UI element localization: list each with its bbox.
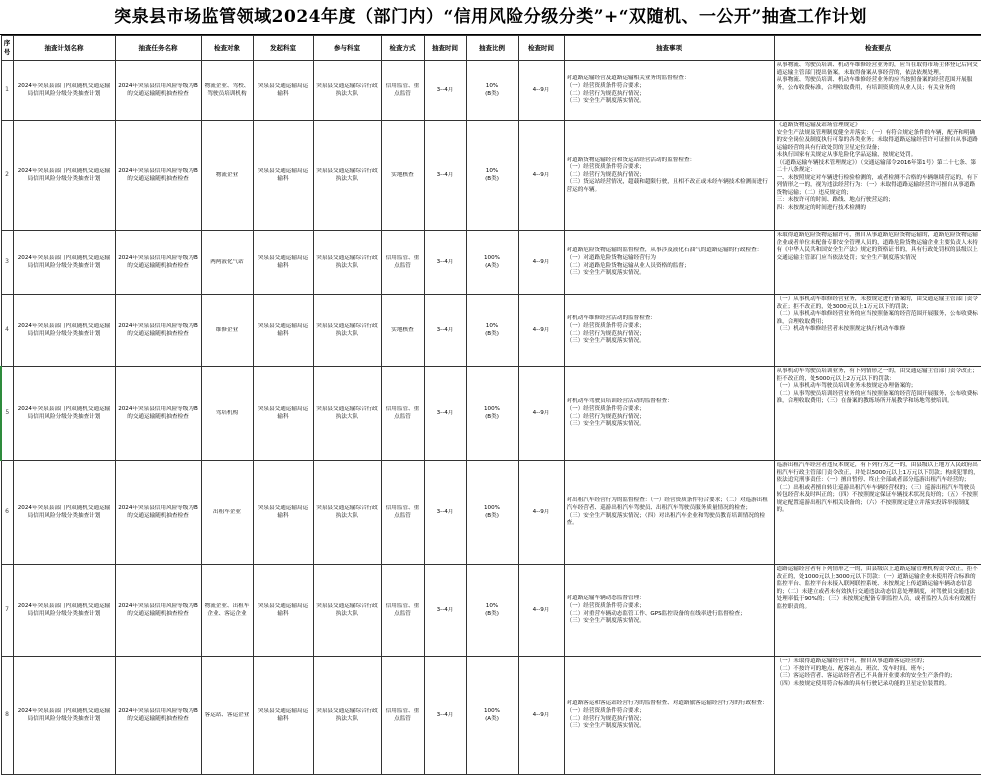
row-plan[interactable] — [13, 367, 115, 461]
header-time[interactable]: 抽查时间 — [424, 36, 466, 61]
row-time[interactable] — [424, 231, 466, 295]
row-target[interactable] — [201, 367, 253, 461]
row-initiator-text: 突泉县交通运输局运输科 — [257, 322, 309, 337]
row-time[interactable] — [424, 61, 466, 121]
row-initiator-text: 突泉县交通运输局运输科 — [257, 707, 309, 722]
row-method-text: 信用监管、重点监管 — [385, 707, 420, 722]
header-method[interactable]: 检查方式 — [381, 36, 424, 61]
row-participant[interactable] — [313, 231, 381, 295]
row-points[interactable] — [774, 121, 981, 231]
row-points[interactable] — [774, 565, 981, 657]
row-task[interactable] — [115, 295, 201, 367]
row-check-time[interactable] — [518, 565, 564, 657]
row-items[interactable] — [564, 367, 774, 461]
row-initiator-text: 突泉县交通运输局运输科 — [257, 602, 309, 617]
row-participant[interactable] — [313, 565, 381, 657]
row-target-text: 两两液化气站 — [210, 258, 244, 265]
row-plan[interactable] — [13, 61, 115, 121]
row-seq-text: 8 — [5, 711, 9, 719]
row-ratio-text: 10% (B类) — [485, 602, 499, 617]
row-ratio[interactable] — [466, 461, 518, 565]
row-check-time[interactable] — [518, 657, 564, 775]
row-points-text: （一）未取得道路运输经营许可，擅自从事道路客运经营的； （二）不按许可的地点、配客站点、班次、发车时间、班车； （三）客运经营者、客运站经营者已不具备开业要求的安全生产条件的； （四）未按规定使用符合标准的具有行驶记录功能的卫星定位装置的。 — [776, 658, 956, 687]
row-check-time[interactable] — [518, 367, 564, 461]
row-target-text: 物流企业、出租车企业、客运企业 — [204, 602, 250, 617]
row-plan-text: 2024年突泉县部门内双随机交通运输局信用风险分级分类抽查计划 — [17, 82, 111, 97]
row-check-time-text: 4--9月 — [532, 258, 550, 265]
row-ratio-text: 10% (B类) — [485, 167, 499, 182]
row-ratio[interactable] — [466, 657, 518, 775]
row-items-text: 对道路运输车辆动态监督管理： （一）经营资质条件符合要求； （二）对重营车辆动态监管工作、GPS监控设备的在线率进行监督检查； （三）安全生产制度落实情况。 — [566, 595, 746, 625]
row-method-text: 实地核查 — [391, 326, 414, 333]
table-row — [1, 61, 981, 121]
row-participant[interactable] — [313, 461, 381, 565]
row-seq-text: 1 — [5, 86, 9, 94]
row-target-text: 物流企业 — [215, 171, 239, 178]
row-check-time[interactable] — [518, 295, 564, 367]
row-items-text: 对道路运输经营及道路运输相关业务的监督检查： （一）经营资质条件符合要求； （二）经营行为规范执行情况； （三）安全生产制度落实情况。 — [566, 75, 690, 105]
header-target[interactable]: 检查对象 — [201, 36, 253, 61]
row-ratio-text: 100% (B类) — [484, 405, 500, 420]
row-items-text: 对道路货物运输经营和货运站经营活动的监督检查： （一）经营资质条件符合要求； （二）经营行为规范执行情况； （三）货运站经营情况，超载和超限行驶，且相不改正或未经车辆技术检测而进行营运的车辆。 — [566, 156, 768, 193]
row-seq[interactable] — [1, 461, 13, 565]
row-participant-text: 突泉县交通运输综合行政执法大队 — [316, 602, 378, 617]
row-method[interactable] — [381, 461, 424, 565]
row-method-text: 实地核查 — [391, 171, 414, 178]
row-plan-text: 2024年突泉县部门内双随机交通运输局信用风险分级分类抽查计划 — [17, 167, 111, 182]
row-method[interactable] — [381, 295, 424, 367]
row-items[interactable] — [564, 565, 774, 657]
row-check-time-text: 4--9月 — [532, 171, 550, 178]
row-ratio[interactable] — [466, 61, 518, 121]
row-initiator[interactable] — [253, 367, 313, 461]
row-method[interactable] — [381, 367, 424, 461]
row-target[interactable] — [201, 295, 253, 367]
row-time-text: 3--4月 — [436, 326, 454, 333]
row-plan[interactable] — [13, 121, 115, 231]
row-task[interactable] — [115, 657, 201, 775]
row-target[interactable] — [201, 231, 253, 295]
row-ratio-text: 10% (B类) — [485, 322, 499, 337]
row-ratio-text: 100% (B类) — [484, 504, 500, 519]
row-items-text: 对机动车驾驶员培训经营活动的监督检查： （一）经营资质条件符合要求； （二）经营行为规范执行情况； （三）安全生产制度落实情况。 — [566, 398, 673, 428]
row-points[interactable] — [774, 367, 981, 461]
row-seq-text: 2 — [5, 171, 9, 179]
row-task[interactable] — [115, 565, 201, 657]
row-time-text: 3--4月 — [436, 409, 454, 416]
row-initiator[interactable] — [253, 231, 313, 295]
row-task-text: 2024年突泉县信用风险等级为B的交通运输随机抽查检查 — [118, 707, 198, 722]
row-target[interactable] — [201, 657, 253, 775]
table-row — [1, 231, 981, 295]
row-time-text: 3--4月 — [436, 711, 454, 718]
row-check-time-text: 4--9月 — [532, 326, 550, 333]
row-task-text: 2024年突泉县信用风险等级为B的交通运输随机抽查检查 — [118, 405, 198, 420]
header-points[interactable]: 检查要点 — [774, 36, 981, 61]
row-plan-text: 2024年突泉县部门内双随机交通运输局信用风险分级分类抽查计划 — [17, 602, 111, 617]
header-plan[interactable]: 抽查计划名称 — [13, 36, 115, 61]
row-seq-text: 7 — [5, 606, 9, 614]
row-method[interactable] — [381, 61, 424, 121]
row-initiator[interactable] — [253, 565, 313, 657]
row-plan[interactable] — [13, 461, 115, 565]
row-target[interactable] — [201, 61, 253, 121]
row-task-text: 2024年突泉县信用风险等级为B的交通运输随机抽查检查 — [118, 254, 198, 269]
row-method-text: 信用监管、重点监管 — [385, 254, 420, 269]
row-seq[interactable] — [1, 295, 13, 367]
row-participant[interactable] — [313, 295, 381, 367]
row-plan-text: 2024年突泉县部门内双随机交通运输局信用风险分级分类抽查计划 — [17, 405, 111, 420]
row-initiator[interactable] — [253, 657, 313, 775]
row-method[interactable] — [381, 657, 424, 775]
row-time[interactable] — [424, 121, 466, 231]
row-time[interactable] — [424, 367, 466, 461]
row-task[interactable] — [115, 231, 201, 295]
row-participant-text: 突泉县交通运输综合行政执法大队 — [316, 405, 378, 420]
row-target[interactable] — [201, 565, 253, 657]
row-method-text: 信用监管、重点监管 — [385, 82, 420, 97]
row-items-text: 对道路危险货物运输的监督检查，从事涉及液化石油气的道路运输的行政检查： （一）对道路危险货物运输经营行为 （二）对道路危险货物运输从业人员资格的监督； （三）安全生产制度落实情况。 — [566, 247, 763, 277]
row-time[interactable] — [424, 565, 466, 657]
row-check-time[interactable] — [518, 61, 564, 121]
row-time-text: 3--4月 — [436, 86, 454, 93]
row-target-text: 驾培机构 — [215, 409, 239, 416]
row-plan-text: 2024年突泉县部门内双随机交通运输局信用风险分级分类抽查计划 — [17, 254, 111, 269]
row-method[interactable] — [381, 565, 424, 657]
header-initiator[interactable]: 发起科室 — [253, 36, 313, 61]
row-target-text: 出租车企业 — [213, 508, 241, 515]
table-body — [1, 61, 981, 775]
row-points[interactable] — [774, 295, 981, 367]
row-check-time-text: 4--9月 — [532, 409, 550, 416]
row-ratio-text: 100% (A类) — [484, 707, 500, 722]
header-row — [1, 36, 981, 61]
row-items[interactable] — [564, 61, 774, 121]
row-check-time-text: 4--9月 — [532, 86, 550, 93]
row-task[interactable] — [115, 61, 201, 121]
row-points-text: 道路运输经营者有下列情形之一的，由县级以上道路运输管理机构责令改正，拒不改正的，处1000元以上3000元以下罚款：（一）道路运输企业未使用符合标准的监控平台、监控平台未接入联网联控系统、未按规定上传道路运输车辆动态信息的；（二）未建立或者未有效执行交通违法动态信息处理制度，对驾驶员交通违法处理率低于90%的；（三）未按规定配备专职监控人员，或者监控人员未有效履行监控职责的。 — [776, 566, 978, 610]
row-seq-text: 3 — [5, 258, 9, 266]
row-plan[interactable] — [13, 565, 115, 657]
row-seq-text: 4 — [5, 326, 9, 334]
row-items[interactable] — [564, 121, 774, 231]
row-points[interactable] — [774, 231, 981, 295]
row-task-text: 2024年突泉县信用风险等级为B的交通运输随机抽查检查 — [118, 504, 198, 519]
row-method-text: 信用监管、重点监管 — [385, 405, 420, 420]
row-participant[interactable] — [313, 657, 381, 775]
row-task-text: 2024年突泉县信用风险等级为B的交通运输随机抽查检查 — [118, 322, 198, 337]
table-row — [1, 367, 981, 461]
row-participant-text: 突泉县交通运输综合行政执法大队 — [316, 167, 378, 182]
row-time-text: 3--4月 — [436, 606, 454, 613]
row-task-text: 2024年突泉县信用风险等级为B的交通运输随机抽查检查 — [118, 167, 198, 182]
row-initiator[interactable] — [253, 61, 313, 121]
row-target-text: 维修企业 — [215, 326, 239, 333]
row-participant-text: 突泉县交通运输综合行政执法大队 — [316, 707, 378, 722]
row-items[interactable] — [564, 657, 774, 775]
row-participant-text: 突泉县交通运输综合行政执法大队 — [316, 82, 378, 97]
row-initiator[interactable] — [253, 461, 313, 565]
row-plan[interactable] — [13, 231, 115, 295]
row-initiator-text: 突泉县交通运输局运输科 — [257, 82, 309, 97]
row-seq[interactable] — [1, 121, 13, 231]
row-time-text: 3--4月 — [436, 508, 454, 515]
row-plan[interactable] — [13, 295, 115, 367]
row-plan-text: 2024年突泉县部门内双随机交通运输局信用风险分级分类抽查计划 — [17, 322, 111, 337]
row-initiator-text: 突泉县交通运输局运输科 — [257, 254, 309, 269]
row-initiator[interactable] — [253, 121, 313, 231]
row-ratio[interactable] — [466, 121, 518, 231]
row-seq[interactable] — [1, 565, 13, 657]
row-points[interactable] — [774, 61, 981, 121]
row-seq[interactable] — [1, 657, 13, 775]
row-task[interactable] — [115, 121, 201, 231]
row-check-time[interactable] — [518, 231, 564, 295]
header-participant[interactable]: 参与科室 — [313, 36, 381, 61]
row-items-text: 对道路客运和客运站经营行为的监督检查、对道路旅客运输经营行为的行政检查： （一）经营资质条件符合要求； （二）经营行为规范执行情况； （三）安全生产制度落实情况。 — [566, 700, 768, 730]
row-participant-text: 突泉县交通运输综合行政执法大队 — [316, 322, 378, 337]
row-participant[interactable] — [313, 61, 381, 121]
header-ratio[interactable]: 抽查比例 — [466, 36, 518, 61]
row-check-time-text: 4--9月 — [532, 711, 550, 718]
row-points-text: 从事物流、驾驶员培训、机动车维修经营业务的，应当在取得市场主体登记后向交通运输主管部门提出备案。未取得备案从事经营的，依法依规处理。 从事物流、驾驶员培训、机动车维修经营业务的应当按照备案的经营范围开展服务，公布收费标准，合理收取费用，有培训资质的从业人员；有关业务的 — [776, 62, 978, 91]
row-points-text: （一）从事机动车维修经营业务，未按规定进行备案的，由交通运输主管部门责令改正；拒不改正的，处3000元以上1万元以下的罚款； （二）从事机动车维修经营业务的应当按照备案的经营范围开展服务，公布收费标准，合理收取费用； （三）机动车维修经营者未按照规定执行机动车维修 — [776, 296, 978, 333]
table-row — [1, 565, 981, 657]
row-seq[interactable] — [1, 61, 13, 121]
row-participant-text: 突泉县交通运输综合行政执法大队 — [316, 254, 378, 269]
row-initiator[interactable] — [253, 295, 313, 367]
row-target-text: 物流企业、驾校、驾驶员培训机构 — [204, 82, 250, 97]
row-ratio[interactable] — [466, 565, 518, 657]
row-seq-text: 6 — [5, 508, 9, 516]
row-initiator-text: 突泉县交通运输局运输科 — [257, 405, 309, 420]
row-points-text: 未取得道路危险货物运输许可，擅自从事道路危险货物运输的，道路危险货物运输企业或者单位未配备专职安全管理人员的，道路危险货物运输企业主要负责人未持有《中华人民共和国安全生产法》规定的资格证书的，具有行政处罚权的县级以上交通运输主管部门应当依法处罚；安全生产制度落实情况 — [776, 232, 978, 261]
header-task[interactable]: 抽查任务名称 — [115, 36, 201, 61]
page-title: 突泉县市场监管领域2024年度（部门内）“信用风险分级分类”+“双随机、一公开”抽查工作计划 — [0, 0, 981, 35]
row-target[interactable] — [201, 461, 253, 565]
table-row — [1, 121, 981, 231]
row-time[interactable] — [424, 657, 466, 775]
table-row — [1, 295, 981, 367]
row-items[interactable] — [564, 295, 774, 367]
row-plan[interactable] — [13, 657, 115, 775]
row-participant-text: 突泉县交通运输综合行政执法大队 — [316, 504, 378, 519]
row-target-text: 客运站、客运企业 — [204, 711, 250, 718]
row-ratio[interactable] — [466, 231, 518, 295]
row-method[interactable] — [381, 121, 424, 231]
row-initiator-text: 突泉县交通运输局运输科 — [257, 504, 309, 519]
header-check-time[interactable]: 检查时间 — [518, 36, 564, 61]
row-time-text: 3--4月 — [436, 258, 454, 265]
row-ratio[interactable] — [466, 295, 518, 367]
table-row — [1, 657, 981, 775]
row-plan-text: 2024年突泉县部门内双随机交通运输局信用风险分级分类抽查计划 — [17, 707, 111, 722]
row-task-text: 2024年突泉县信用风险等级为B的交通运输随机抽查检查 — [118, 602, 198, 617]
row-items[interactable] — [564, 461, 774, 565]
row-points[interactable] — [774, 657, 981, 775]
row-method-text: 信用监管、重点监管 — [385, 602, 420, 617]
row-plan-text: 2024年突泉县部门内双随机交通运输局信用风险分级分类抽查计划 — [17, 504, 111, 519]
row-points-text: 《道路货物运输及站场管理规定》 安全生产法规及管理制度健全并落实：（一）有符合规定条件的车辆，配齐和明确的安全岗位及制度执行可靠的各类业务；未取得道路运输经营许可证擅自从事道路运输经营的具有行政处罚的卫星定位设备； 未执行国家有关规定从事危险化学品运输，按规定处罚。 （《道路运输车辆技术管理规定》）（交通运输部令2016年第1号）第二十七条、第二十八条规定： 一、未按照规定对车辆进行检验检测的，或者检测不合格的车辆继续营运的，有下列情形之一的，视为违法经营行为：（一）未取得道路运输经营许可擅自从事道路货物运输；（二）违反规定的； 三：未按许可的时间、路线、地点行驶营运的； 四：未按规定的时间进行技术检测的 — [776, 122, 978, 212]
row-seq[interactable] — [1, 367, 13, 461]
plan-table — [0, 35, 981, 775]
row-ratio[interactable] — [466, 367, 518, 461]
row-ratio-text: 100% (A类) — [484, 254, 500, 269]
row-method-text: 信用监管、重点监管 — [385, 504, 420, 519]
row-participant[interactable] — [313, 121, 381, 231]
row-time[interactable] — [424, 295, 466, 367]
row-check-time-text: 4--9月 — [532, 508, 550, 515]
row-points[interactable] — [774, 461, 981, 565]
row-seq[interactable] — [1, 231, 13, 295]
row-check-time[interactable] — [518, 121, 564, 231]
header-seq[interactable]: 序号 — [1, 36, 13, 61]
row-items[interactable] — [564, 231, 774, 295]
row-items-text: 对出租汽车经营行为的监督检查：（一）经营资质条件符合要求；（二）对巡游出租汽车经营者、巡游出租汽车驾驶员、出租汽车驾驶员服务质量情况的检查； （三）安全生产制度落实情况；（四）对出租汽车企业和驾驶员教育培训情况的检查。 — [566, 497, 768, 527]
header-items[interactable]: 抽查事项 — [564, 36, 774, 61]
row-time[interactable] — [424, 461, 466, 565]
row-initiator-text: 突泉县交通运输局运输科 — [257, 167, 309, 182]
table-row — [1, 461, 981, 565]
row-ratio-text: 10% (B类) — [485, 82, 499, 97]
row-participant[interactable] — [313, 367, 381, 461]
row-task-text: 2024年突泉县信用风险等级为B的交通运输随机抽查检查 — [118, 82, 198, 97]
row-task[interactable] — [115, 461, 201, 565]
row-method[interactable] — [381, 231, 424, 295]
row-check-time-text: 4--9月 — [532, 606, 550, 613]
row-items-text: 对机动车维修经营活动的监督检查： （一）经营资质条件符合要求； （二）经营行为规范执行情况； （三）安全生产制度落实情况。 — [566, 315, 657, 345]
row-points-text: 巡游出租汽车经营者违反本规定，有下列行为之一的，由县级以上地方人民政府出租汽车行政主管部门责令改正，并处以5000元以上1万元以下罚款；构成犯罪的，依法追究刑事责任：（一）擅自暂停、终止全部或者部分巡游出租汽车经营的；（二）出租或者擅自转让巡游出租汽车车辆经营权的；（三）巡游出租汽车驾驶员转包经营未及时纠正的；（四）不按照规定保证车辆技术状况良好的；（五）不按照规定配置巡游出租汽车相关设备的；（六）不按照规定建立并落实投诉举报制度的。 — [776, 462, 979, 514]
row-check-time[interactable] — [518, 461, 564, 565]
row-seq-text: 5 — [5, 409, 10, 417]
row-time-text: 3--4月 — [436, 171, 454, 178]
row-target[interactable] — [201, 121, 253, 231]
row-task[interactable] — [115, 367, 201, 461]
row-points-text: 从事机动车驾驶员培训业务，有下列情形之一的，由交通运输主管部门责令改正；拒不改正的，处5000元以上2万元以下的罚款： （一）从事机动车驾驶员培训业务未按规定办理备案的； （二）从事驾驶员培训经营业务的应当按照备案的经营范围开展服务，公布收费标准，合理收取费用；（三）在备案的教练场所开展教学和场地驾驶培训。 — [776, 368, 978, 405]
